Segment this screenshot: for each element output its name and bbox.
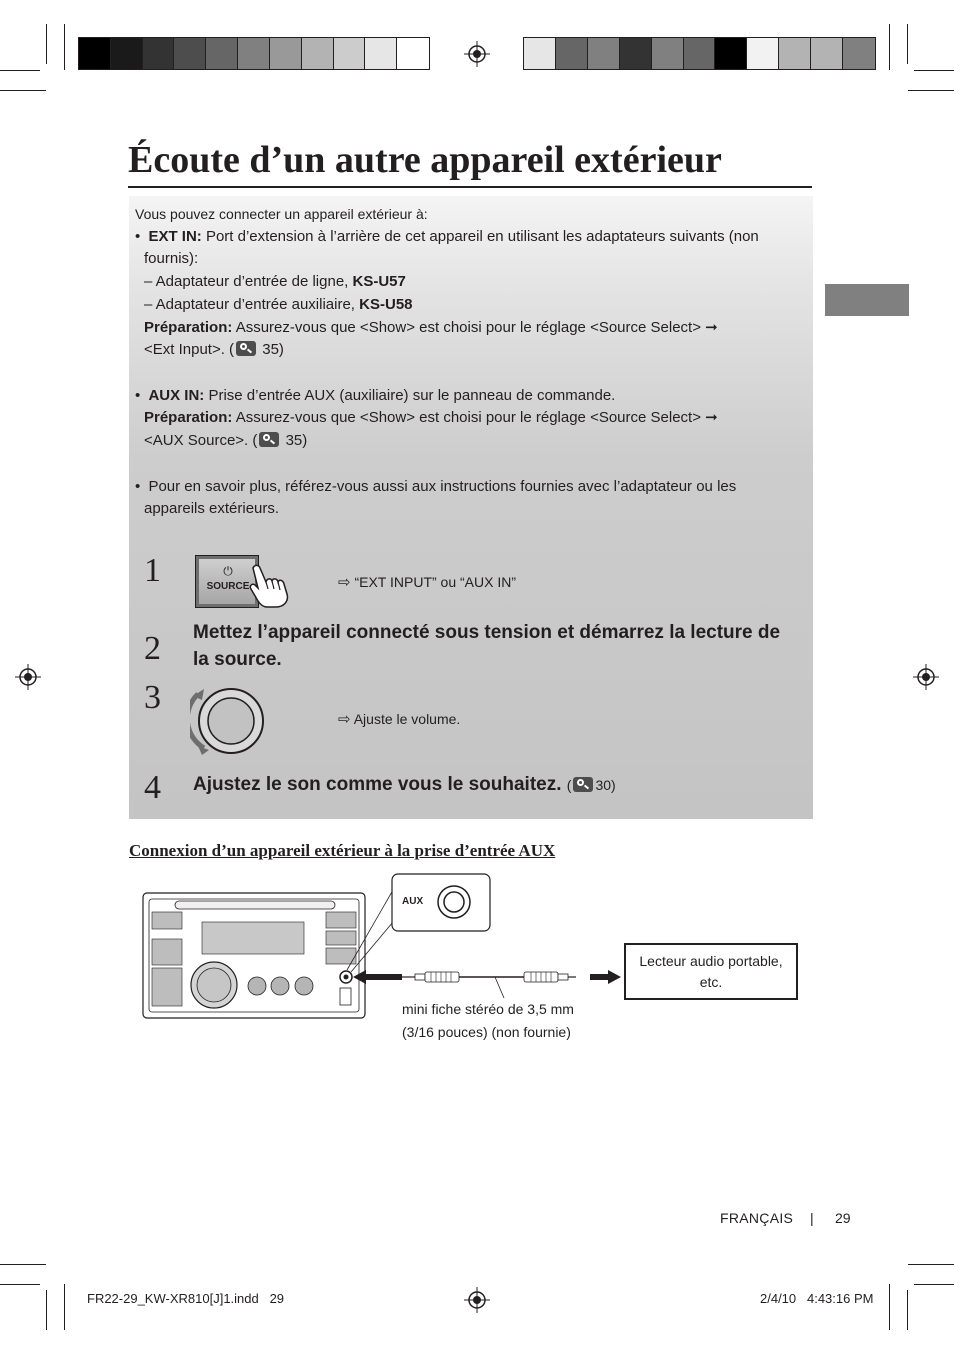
color-swatch [588, 38, 620, 69]
adapter-1-model: KS-U57 [352, 273, 406, 290]
step-1-result [338, 571, 516, 593]
registration-mark-icon [464, 1287, 490, 1313]
color-swatch [652, 38, 684, 69]
crop-mark [64, 1284, 65, 1330]
step-2-text-cont: la source. [193, 649, 282, 670]
color-swatch [111, 38, 143, 69]
registration-mark-icon [464, 41, 490, 67]
preparation-label: Préparation: [144, 409, 233, 426]
step-number: 1 [144, 552, 161, 589]
magnifier-icon [573, 777, 593, 792]
adapter-1-text: – Adaptateur d’entrée de ligne, [144, 273, 349, 290]
color-swatch [334, 38, 366, 69]
color-swatch [174, 38, 206, 69]
pressing-hand-icon [243, 562, 291, 608]
crop-mark [907, 1290, 908, 1330]
preparation-label: Préparation: [144, 319, 233, 336]
crop-mark [914, 70, 954, 71]
step-number: 2 [144, 630, 161, 667]
crop-mark [0, 90, 46, 91]
color-swatch [397, 38, 429, 69]
preparation-text-cont: <AUX Source>. ( [144, 432, 258, 449]
page-reference: 35) [285, 432, 308, 449]
page-reference: 30) [595, 777, 616, 793]
step-4-ref [567, 777, 616, 793]
ext-in-label: EXT IN: [148, 228, 202, 245]
adapter-line-1 [144, 271, 406, 293]
footer-timestamp: 2/4/10 4:43:16 PM [760, 1291, 874, 1306]
color-swatch [365, 38, 397, 69]
ref-open: ( [566, 777, 572, 793]
adapter-line-2 [144, 294, 413, 316]
magnifier-icon [236, 341, 256, 356]
ext-in-line [135, 226, 759, 248]
step-4-text: Ajustez le son comme vous le souhaitez. [193, 774, 562, 795]
aux-in-line [135, 385, 615, 407]
page-reference: 35) [262, 341, 284, 358]
volume-knob-icon[interactable] [190, 686, 268, 756]
registration-mark-icon [15, 664, 41, 690]
aux-label: AUX [402, 896, 424, 907]
color-swatch [811, 38, 843, 69]
crop-mark [0, 1284, 40, 1285]
arrow-icon: ➞ [705, 319, 718, 336]
color-swatch [302, 38, 334, 69]
portable-player-line-1: Lecteur audio portable, [639, 953, 783, 969]
crop-mark [914, 1284, 954, 1285]
crop-mark [0, 70, 40, 71]
aux-in-desc: Prise d’entrée AUX (auxiliaire) sur le panneau de commande. [208, 387, 616, 404]
crop-mark [64, 24, 65, 70]
adapter-2-text: – Adaptateur d’entrée auxiliaire, [144, 296, 355, 313]
step-1-result-text: “EXT INPUT” ou “AUX IN” [354, 574, 517, 590]
color-swatch [779, 38, 811, 69]
ext-in-desc: Port d’extension à l’arrière de cet appareil en utilisant les adaptateurs suivants (non [205, 228, 759, 245]
step-3-result [338, 708, 460, 730]
page-title: Écoute d’un autre appareil extérieur [128, 134, 812, 188]
note-text: Pour en savoir plus, référez-vous aussi aux instructions fournies avec l’adaptateur ou les [148, 478, 737, 495]
step-4-line [193, 771, 616, 799]
color-swatch [556, 38, 588, 69]
color-swatch [684, 38, 716, 69]
step-3-result-text: Ajuste le volume. [353, 711, 461, 727]
color-swatch [79, 38, 111, 69]
calibration-bar-left [78, 37, 430, 70]
crop-mark [0, 1264, 46, 1265]
crop-mark [908, 90, 954, 91]
calibration-bar-right [523, 37, 876, 70]
color-swatch [747, 38, 779, 69]
color-swatch [206, 38, 238, 69]
bullet: • [135, 387, 141, 404]
color-swatch [715, 38, 747, 69]
intro-text: Vous pouvez connecter un appareil extérieur à: [135, 206, 428, 222]
color-swatch [620, 38, 652, 69]
color-swatch [843, 38, 875, 69]
ext-in-preparation-cont [144, 339, 284, 361]
color-swatch [143, 38, 175, 69]
portable-player-line-2: etc. [699, 974, 723, 990]
power-icon: ⏻ [223, 564, 233, 578]
ext-in-preparation [144, 317, 718, 339]
magnifier-icon [259, 432, 279, 447]
result-arrow-icon: ⇨ [338, 710, 351, 728]
step-number: 4 [144, 769, 161, 806]
ext-in-desc-cont: fournis): [144, 250, 199, 267]
preparation-text-cont: <Ext Input>. ( [144, 341, 235, 358]
diagram-heading: Connexion d’un appareil extérieur à la prise d’entrée AUX [129, 841, 556, 860]
footer-file-name: FR22-29_KW-XR810[J]1.indd 29 [87, 1291, 285, 1306]
preparation-text: Assurez-vous que <Show> est choisi pour le réglage <Source Select> [235, 409, 701, 426]
source-button-label: SOURCE [206, 581, 250, 592]
page-number: 29 [835, 1210, 851, 1226]
aux-in-preparation [144, 407, 718, 429]
crop-mark [889, 1284, 890, 1330]
portable-player-label [625, 951, 797, 993]
result-arrow-icon: ⇨ [338, 573, 351, 591]
adapter-2-model: KS-U58 [359, 296, 413, 313]
car-receiver-illustration [143, 893, 365, 1018]
step-2-text: Mettez l’appareil connecté sous tension et démarrez la lecture de [193, 622, 781, 643]
color-swatch [524, 38, 556, 69]
crop-mark [907, 24, 908, 64]
preparation-text: Assurez-vous que <Show> est choisi pour le réglage <Source Select> [235, 319, 701, 336]
stereo-mini-plug-cable [402, 972, 576, 998]
registration-mark-icon [913, 664, 939, 690]
plug-caption [402, 998, 574, 1044]
footer-language: FRANÇAIS [720, 1210, 794, 1226]
note-line [135, 476, 736, 498]
arrow-icon: ➞ [705, 409, 718, 426]
note-text-cont: appareils extérieurs. [144, 500, 280, 517]
plug-caption-line-1: mini fiche stéréo de 3,5 mm [402, 1001, 574, 1017]
crop-mark [889, 24, 890, 70]
plug-caption-line-2: (3/16 pouces) (non fournie) [402, 1024, 571, 1040]
footer-separator: | [810, 1210, 814, 1226]
color-swatch [270, 38, 302, 69]
crop-mark [46, 24, 47, 64]
step-number: 3 [144, 679, 161, 716]
color-swatch [238, 38, 270, 69]
aux-in-preparation-cont [144, 430, 307, 452]
aux-in-label: AUX IN: [148, 387, 205, 404]
crop-mark [908, 1264, 954, 1265]
crop-mark [46, 1290, 47, 1330]
bullet: • [135, 478, 141, 495]
bullet: • [135, 228, 141, 245]
language-side-tab [825, 284, 909, 316]
